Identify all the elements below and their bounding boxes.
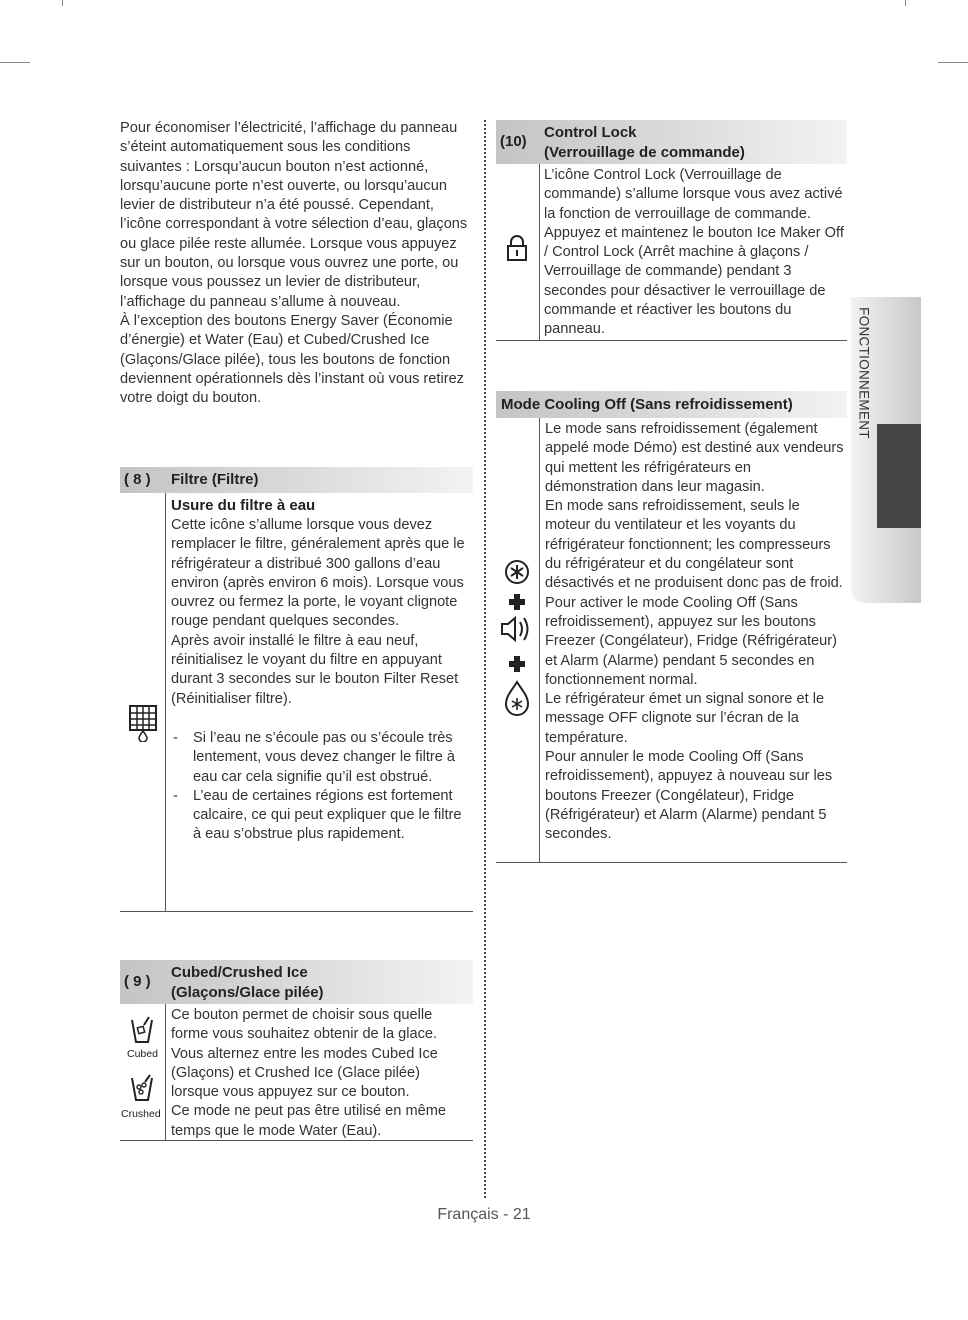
section-body (120, 1004, 473, 1141)
section-header (496, 391, 847, 418)
section-text (171, 496, 471, 845)
section-text (545, 420, 845, 845)
section-number: ( 9 ) (124, 973, 151, 990)
cubed-label: Cubed (127, 1048, 158, 1060)
section-body (120, 493, 473, 912)
crop-mark (62, 0, 63, 6)
filter-paragraph: Cette icône s’allume lorsque vous devez remplacer le filtre, généralement après que le réfrigérateur a distribué 300 gallons d’eau environ (après environ 6 mois). Lorsque vous ouvrez ou fermez la porte, le voyant clignote rouge pendant quelques secondes. (171, 517, 465, 630)
section-number: ( 8 ) (124, 471, 151, 488)
section-subtitle: Usure du filtre à eau (171, 497, 316, 514)
cooling-paragraph: Pour activer le mode Cooling Off (Sans refroidissement), appuyez sur les boutons Freezer (Congélateur), Fridge (Réfrigérateur) et Alarm (Alarme) pendant 5 secondes en fonctionnement normal. (545, 594, 837, 688)
filter-bullet: - Si l’eau ne s’écoule pas ou s’écoule très lentement, vous devez changer le filtre à eau car cela signifie qu’il est obstrué. (171, 729, 471, 787)
cooling-paragraph: Pour annuler le mode Cooling Off (Sans refroidissement), appuyez à nouveau sur les boutons Freezer (Congélateur), Fridge (Réfrigérateur) et Alarm (Alarme) pendant 5 secondes. (545, 749, 833, 843)
ice-paragraph: Ce bouton permet de choisir sous quelle forme vous souhaitez obtenir de la glace. Vous alternez entre les modes Cubed Ice (Glaçons) et Crushed Ice (Glace pilée) lorsque vous appuyez sur ce bouton. (171, 1007, 438, 1101)
section-title: Control Lock (544, 124, 637, 141)
filter-bullet: - L’eau de certaines régions est fortement calcaire, ce qui peut expliquer que le filtre à eau s’obstrue plus rapidement. (171, 787, 471, 845)
ice-paragraph: Ce mode ne peut pas être utilisé en même temps que le mode Water (Eau). (171, 1103, 447, 1139)
section-body (496, 418, 847, 863)
section-header (496, 120, 847, 164)
cooling-paragraph: Le réfrigérateur émet un signal sonore et le message OFF clignote sur l’écran de la température. (545, 691, 825, 746)
crop-mark (905, 0, 906, 6)
section-title: Filtre (Filtre) (171, 471, 259, 488)
section-filter (120, 467, 473, 912)
intro-text (120, 119, 476, 408)
crushed-label: Crushed (121, 1108, 161, 1120)
side-tab-label (851, 297, 877, 449)
crushed-ice-icon (130, 1074, 154, 1102)
section-title: (Glaçons/Glace pilée) (171, 984, 324, 1001)
section-control-lock (496, 120, 847, 341)
section-text (544, 166, 844, 340)
section-title: Mode Cooling Off (Sans refroidissement) (501, 396, 793, 413)
section-text (171, 1006, 471, 1141)
icon-column (120, 1004, 166, 1140)
cooling-paragraph: Le mode sans refroidissement (également appelé mode Démo) est destiné aux vendeurs qui mettent les réfrigérateurs en démonstration dans leur magasin. (545, 421, 844, 495)
side-tab-text: FONCTIONNEMENT (856, 307, 872, 439)
filter-icon (128, 704, 158, 742)
icon-column (496, 418, 540, 862)
chapter-side-tab (851, 297, 921, 603)
section-header (120, 467, 473, 493)
filter-paragraph: Après avoir installé le filtre à eau neuf, réinitialisez le voyant du filtre en appuyant durant 3 secondes sur le bouton Filter Reset (Réinitialiser filtre). (171, 632, 459, 707)
lock-paragraph: L’icône Control Lock (Verrouillage de commande) s’allume lorsque vous avez activé la fonction de verrouillage de commande. Appuyez et maintenez le bouton Ice Maker Off / Control Lock (Arrêt machine à glaçons / Verrouillage de commande) pendant 3 secondes pour désactiver le verrouillage de commande et réactiver les boutons du panneau. (544, 167, 844, 338)
section-header (120, 960, 473, 1004)
section-cooling-off (496, 391, 847, 863)
crop-mark (938, 62, 968, 63)
cubed-ice-icon (130, 1016, 154, 1044)
section-body (496, 164, 847, 341)
column-divider (484, 120, 486, 1198)
icon-column (120, 493, 166, 911)
cooling-off-icon (498, 556, 538, 736)
cooling-paragraph: En mode sans refroidissement, seuls le moteur du ventilateur et les voyants du réfrigérateur fonctionnent; les compresseurs du réfrigérateur et du congélateur sont désactivés et ne produisent donc pas de froid. (545, 498, 843, 592)
section-number: (10) (500, 133, 527, 150)
side-tab-marker (877, 424, 921, 528)
icon-column (496, 164, 540, 340)
section-ice (120, 960, 473, 1141)
section-title: Cubed/Crushed Ice (171, 964, 308, 981)
page-number: Français - 21 (437, 1206, 531, 1223)
intro-paragraph: Pour économiser l’électricité, l’affichage du panneau s’éteint automatiquement sous les conditions suivantes : Lorsqu’aucun bouton n’est actionné, lorsqu’aucune porte n’est ouverte, ou lorsqu’aucun levier de distributeur n’a été poussé. Cependant, l’icône correspondant à votre sélection d’eau, glaçons ou glace pilée reste allumée. Lorsque vous appuyez sur un bouton, ou lorsque vous ouvrez une porte, ou lorsque vous poussez un levier de distributeur, l’affichage du panneau s’allume à nouveau. (120, 120, 468, 310)
section-title: (Verrouillage de commande) (544, 144, 745, 161)
intro-paragraph: À l’exception des boutons Energy Saver (Économie d’énergie) et Water (Eau) et Cubed/Crushed Ice (Glaçons/Glace pilée), tous les boutons de fonction deviennent opérationnels dès l’instant où vous retirez votre doigt du bouton. (120, 312, 464, 407)
lock-icon (506, 234, 528, 262)
crop-mark (0, 62, 30, 63)
